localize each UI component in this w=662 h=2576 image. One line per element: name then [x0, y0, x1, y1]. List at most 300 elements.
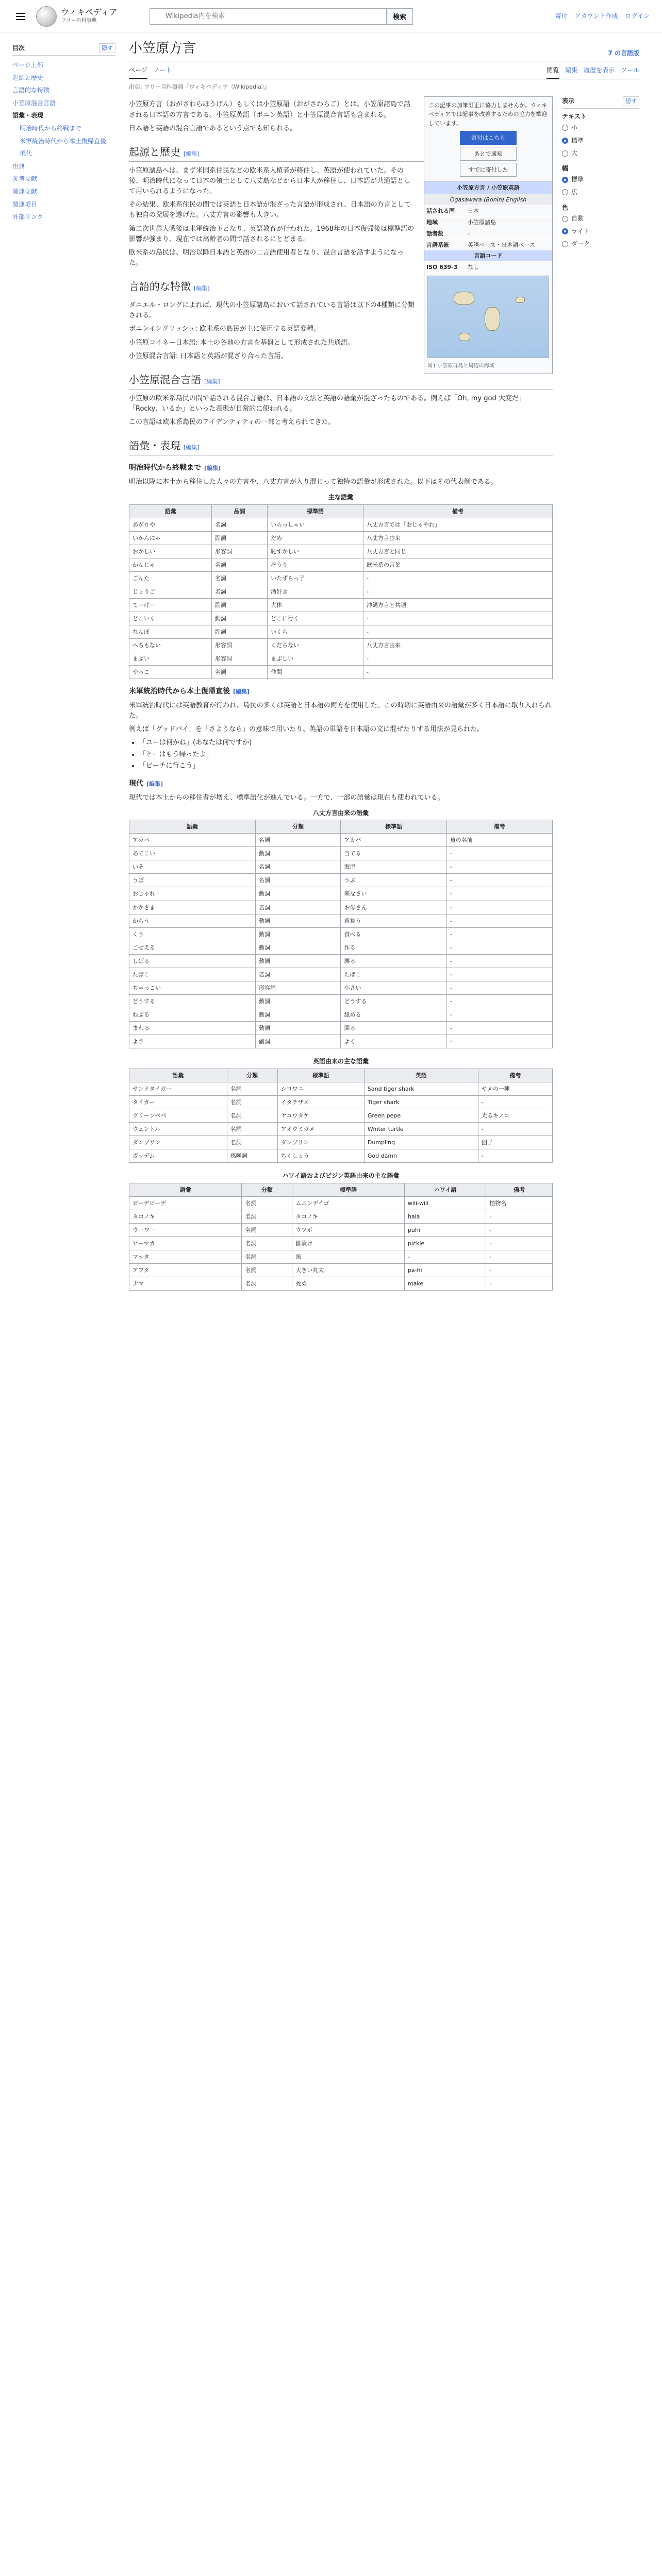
tab-page[interactable]: ページ [129, 62, 147, 79]
table-cell: 名詞 [242, 1263, 292, 1277]
table-cell: 八丈方言では「おじゃやれ」 [363, 518, 552, 531]
table-cell: hala [404, 1210, 486, 1223]
table-cell: pickle [404, 1236, 486, 1250]
infobox-row [424, 261, 552, 273]
infobox-subtitle: Ogasawara (Bonin) English [424, 194, 552, 205]
table-cell: 副詞 [211, 531, 267, 545]
table-cell: かんじゃ [129, 558, 212, 571]
intro-paragraph: 小笠原方言（おがさわらほうげん）もしくは小笠原語（おがさわらご）とは、小笠原諸島で話される日本語の方言である。小笠原英語（ボニン英語）と小笠原混合言語も含まれる。 [129, 100, 411, 119]
table-row [129, 1095, 553, 1109]
toc-item[interactable]: 関連文献 [12, 188, 38, 195]
table-cell: ナマ [129, 1277, 242, 1290]
table-row [129, 1250, 553, 1263]
site-subtitle: フリー百科事典 [61, 18, 97, 24]
main-menu-button[interactable] [12, 8, 29, 25]
tab-read[interactable]: 閲覧 [547, 62, 559, 79]
table-cell: マッタ [129, 1250, 242, 1263]
toc-item[interactable]: 出典 [12, 162, 25, 170]
list-item: • 「ビーチに行こう」 [139, 761, 553, 771]
table-cell: 形容詞 [211, 545, 267, 558]
table-cell: くう [129, 927, 256, 941]
table-cell: 動詞 [255, 941, 341, 954]
table-cell: うぶ [341, 874, 446, 887]
table-cell: ちゃっこい [129, 981, 256, 994]
table-cell: 名詞 [227, 1136, 277, 1149]
site-title: ウィキペディア [61, 7, 118, 18]
table-header: 語彙 [129, 1069, 227, 1082]
edit-link[interactable]: [編集] [184, 150, 200, 157]
table-cell: - [486, 1236, 553, 1250]
table-cell: 名詞 [242, 1223, 292, 1236]
table-cell: 名詞 [211, 558, 267, 571]
table-cell: 動詞 [255, 887, 341, 901]
table-cell: 名詞 [211, 571, 267, 585]
table-cell: 動詞 [255, 994, 341, 1008]
table-row [129, 1122, 553, 1136]
table-cell: - [486, 1263, 553, 1277]
notice-already-button[interactable]: すでに寄付した [460, 163, 517, 177]
color-label: 色 [562, 204, 569, 211]
table-cell: 魚の名前 [446, 834, 552, 847]
table-cell: 八丈方言由来 [363, 639, 552, 652]
table-cell: 副詞 [211, 599, 267, 612]
table-cell: 名詞 [211, 585, 267, 598]
article-body [129, 96, 553, 1296]
table-header: 語彙 [129, 504, 212, 518]
table-header: 語彙 [129, 820, 256, 834]
infobox-key: 言語系統 [426, 241, 449, 248]
table-cell: いくら [268, 625, 363, 639]
table-cell: アカバ [129, 834, 256, 847]
vocab-table [129, 490, 553, 679]
infobox-key: 地域 [426, 218, 438, 226]
list-item: • 「ヒーはもう帰ったよ」 [139, 750, 553, 760]
table-cell: うぼ [129, 874, 256, 887]
table-cell: ウツボ [292, 1223, 405, 1236]
table-row [129, 1021, 553, 1035]
table-cell: ムニンデイゴ [292, 1196, 405, 1210]
table-cell: アフタ [129, 1263, 242, 1277]
table-row [129, 612, 553, 625]
table-row [129, 994, 553, 1008]
page-source-line: 出典: フリー百科事典『ウィキペディア（Wikipedia）』 [129, 83, 270, 91]
table-row [129, 1196, 553, 1210]
toc-item[interactable]: 起源と歴史 [12, 74, 44, 81]
table-cell: 名詞 [242, 1210, 292, 1223]
subsection-heading: 米軍統治時代から本土復帰直後 [編集] [129, 687, 250, 696]
edit-link[interactable]: [編集] [233, 688, 250, 696]
toc-item[interactable]: 小笠原混合言語 [12, 99, 56, 107]
table-row [129, 847, 553, 860]
table-cell: まぶい [129, 652, 212, 666]
edit-link[interactable]: [編集] [204, 465, 221, 472]
table-header: ハワイ語 [404, 1183, 486, 1196]
table-cell: なんぼ [129, 625, 212, 639]
table-header: 語彙 [129, 1183, 242, 1196]
section-heading: 語彙・表現 [編集] [129, 438, 553, 455]
table-cell: 酢漬け [292, 1236, 405, 1250]
notice-donate-button[interactable]: 寄付はこちら [460, 131, 517, 145]
table-cell: God damn [364, 1149, 478, 1162]
table-cell: よう [129, 1035, 256, 1048]
table-cell: 名詞 [211, 518, 267, 531]
table-cell: 来なさい [341, 887, 446, 901]
intro-paragraph: 日本語と英語の混合言語であるという点でも知られる。 [129, 124, 297, 132]
appearance-hide-button[interactable]: 隠す [623, 96, 639, 106]
table-cell: 名詞 [255, 968, 341, 981]
table-cell: 名詞 [242, 1277, 292, 1290]
paragraph: 小笠原混合言語: 日本語と英語が混ざり合った言語。 [129, 352, 288, 360]
paragraph: 欧米系の島民は、明治以降日本語と英語の二言語使用者となり、混合言語を話すようになった。 [129, 248, 404, 267]
paragraph: ダニエル・ロングによれば、現代の小笠原諸島において話されている言語は以下の4種類に分類される。 [129, 301, 415, 320]
table-cell: Tiger shark [364, 1095, 478, 1109]
header [0, 0, 662, 33]
toc-hide-button[interactable]: 隠す [99, 43, 115, 53]
table-row [129, 1223, 553, 1236]
table-row [129, 968, 553, 981]
table-cell: シロワニ [277, 1082, 364, 1095]
table-row [129, 639, 553, 652]
table-cell: どこいく [129, 612, 212, 625]
color-light[interactable]: ライト [562, 225, 639, 238]
table-cell: 名詞 [255, 874, 341, 887]
paragraph: 第二次世界大戦後は米軍統治下となり、英語教育が行われた。1968年の日本復帰後は標準語の影響が強まり、現在では高齢者の間で話されるにとどまる。 [129, 225, 415, 243]
table-row [129, 652, 553, 666]
infobox-code-title: 言語コード [424, 250, 552, 261]
table-header: 備考 [446, 820, 552, 834]
table-cell: 名詞 [242, 1250, 292, 1263]
table-cell: - [446, 981, 552, 994]
table-cell: イタチザメ [277, 1095, 364, 1109]
infobox-key: 話者数 [426, 230, 443, 237]
table-header: 英語 [364, 1069, 478, 1082]
language-button[interactable]: 7 の言語版 [608, 49, 639, 57]
table-cell: あてこい [129, 847, 256, 860]
table-cell: 感嘆詞 [227, 1149, 277, 1162]
table-caption: ハワイ語およびピジン英語由来の主な語彙 [282, 1172, 400, 1179]
table-cell: どうする [341, 994, 446, 1008]
table-cell: Sand tiger shark [364, 1082, 478, 1095]
infobox-value: 日本 [468, 207, 479, 214]
table-cell: - [446, 1008, 552, 1021]
table-row [129, 887, 553, 901]
text-size-standard[interactable]: 標準 [562, 134, 639, 147]
width-standard[interactable]: 標準 [562, 173, 639, 186]
edit-link[interactable]: [編集] [146, 780, 163, 787]
table-row [129, 1210, 553, 1223]
table-row [129, 1149, 553, 1162]
table-cell: てーげー [129, 599, 212, 612]
search-button[interactable]: 検索 [387, 8, 413, 25]
table-cell: 名詞 [242, 1196, 292, 1210]
table-cell: 小さい [341, 981, 446, 994]
table-cell: へちもない [129, 639, 212, 652]
table-caption: 八丈方言由来の語彙 [312, 809, 369, 817]
table-cell: 形容詞 [211, 639, 267, 652]
infobox [424, 96, 553, 374]
create-account-link[interactable]: アカウント作成 [574, 12, 618, 20]
table-cell: アオウミガメ [277, 1122, 364, 1136]
edit-link[interactable]: [編集] [194, 285, 210, 292]
table-cell: pa-hi [404, 1263, 486, 1277]
tab-history[interactable]: 履歴を表示 [584, 66, 615, 74]
width-wide[interactable]: 広 [562, 186, 639, 199]
table-header: 分類 [255, 820, 341, 834]
table-cell: - [446, 954, 552, 968]
table-cell: どこに行く [268, 612, 363, 625]
table-cell: 植物名 [486, 1196, 553, 1210]
table-cell: - [478, 1149, 552, 1162]
toc-sidebar [12, 33, 115, 1297]
table-cell: タコノキ [129, 1210, 242, 1223]
table-cell: 名詞 [255, 834, 341, 847]
table-cell: 沖縄方言と共通 [363, 599, 552, 612]
table-caption: 英語由来の主な語彙 [312, 1058, 369, 1065]
infobox-value: 英語ベース・日本語ベース [468, 241, 535, 248]
paragraph: その結果、欧米系住民の間では英語と日本語が混ざった言語が形成され、日本語の方言としても独自の発展を遂げた。八丈方言の影響も大きい。 [129, 201, 411, 219]
search-input[interactable] [150, 8, 387, 25]
table-cell: - [446, 1035, 552, 1048]
table-cell: - [363, 625, 552, 639]
globe-icon [36, 6, 57, 27]
table-cell: 形容詞 [211, 652, 267, 666]
width-label: 幅 [562, 164, 569, 172]
section-heading: 起源と歴史 [編集] [129, 144, 553, 162]
table-header: 備考 [486, 1183, 553, 1196]
table-cell: wili-wili [404, 1196, 486, 1210]
table-header: 備考 [478, 1069, 552, 1082]
toc-item[interactable]: 現代 [20, 150, 32, 158]
table-cell: まわる [129, 1021, 256, 1035]
toc-title: 目次 [12, 44, 25, 52]
table-cell: - [446, 901, 552, 914]
edit-link[interactable]: [編集] [204, 378, 220, 385]
infobox-row [424, 228, 552, 239]
table-caption: 主な語彙 [328, 494, 353, 501]
toc-item[interactable]: 外部リンク [12, 213, 43, 221]
table-row [129, 1263, 553, 1277]
table-header: 分類 [227, 1069, 277, 1082]
infobox-row [424, 216, 552, 228]
table-cell: Dumpling [364, 1136, 478, 1149]
table-cell: 酒好き [268, 585, 363, 598]
table-cell: ピーマカ [129, 1236, 242, 1250]
table-row [129, 518, 553, 531]
table-cell: ウーワー [129, 1223, 242, 1236]
table-cell: ダンブリン [277, 1136, 364, 1149]
example-list [139, 738, 553, 771]
table-row [129, 666, 553, 679]
table-cell: - [446, 994, 552, 1008]
table-cell: 動詞 [255, 954, 341, 968]
user-links [555, 11, 650, 21]
table-row [129, 625, 553, 639]
infobox-key: ISO 639-3 [426, 264, 458, 271]
table-cell: 大体 [268, 599, 363, 612]
table-cell: 名詞 [227, 1109, 277, 1122]
table-cell: 動詞 [255, 914, 341, 927]
table-cell: - [446, 847, 552, 860]
toc-list [12, 59, 115, 224]
table-row [129, 558, 553, 571]
table-cell: 動詞 [255, 847, 341, 860]
table-cell: サンドタイガー [129, 1082, 227, 1095]
notice-later-button[interactable]: あとで通知 [460, 147, 517, 161]
table-cell: おじゃれ [129, 887, 256, 901]
table-cell: - [478, 1122, 552, 1136]
table-row [129, 914, 553, 927]
table-cell: - [446, 927, 552, 941]
table-header: 標準語 [277, 1069, 364, 1082]
paragraph: 例えば「グッドバイ」を「さようなら」の意味で用いたり、英語の単語を日本語の文に混ぜたりする用法が見られた。 [129, 725, 484, 734]
table-cell: まぶしい [268, 652, 363, 666]
infobox-caption: 図1 小笠原群島と周辺の海域 [427, 363, 494, 369]
table-cell: じょうご [129, 585, 212, 598]
list-item: • 「ユーは何かね」(あなたは何ですか) [139, 738, 553, 748]
table-row [129, 1109, 553, 1122]
table-cell: 光るキノコ [478, 1109, 552, 1122]
table-cell: 海岸 [341, 860, 446, 874]
table-cell: 名詞 [227, 1082, 277, 1095]
login-link[interactable]: ログイン [625, 12, 650, 20]
table-row [129, 941, 553, 954]
table-cell: たばこ [129, 968, 256, 981]
table-row [129, 1035, 553, 1048]
table-cell: 名詞 [211, 666, 267, 679]
table-cell: あがりや [129, 518, 212, 531]
table-row [129, 1236, 553, 1250]
table-cell: くだらない [268, 639, 363, 652]
hawaiian-vocab-table [129, 1169, 553, 1291]
table-cell: Winter turtle [364, 1122, 478, 1136]
table-cell: いたずらっ子 [268, 571, 363, 585]
table-cell: 名詞 [242, 1236, 292, 1250]
donation-notice [424, 97, 552, 181]
infobox-value: - [468, 230, 470, 237]
paragraph: 小笠原諸島へは、まず米国系住民などの欧米系入植者が移住し、英語が使われていた。その後、明治時代になって日本の領土として八丈島などから日本人が移住し、日本語が共通語として用いられるようになった。 [129, 166, 411, 196]
toc-item[interactable]: 関連項目 [12, 200, 38, 208]
table-cell: 仲間 [268, 666, 363, 679]
table-cell: おかしい [129, 545, 212, 558]
toc-item[interactable]: ページ上部 [12, 61, 43, 69]
table-cell: 名詞 [227, 1095, 277, 1109]
paragraph: 明治以降に本土から移住した人々の方言や、八丈方言が入り混じって独特の語彙が形成された。以下はその代表例である。 [129, 478, 498, 486]
section-heading: 小笠原混合言語 [編集] [129, 372, 553, 389]
table-cell: アカバ [341, 834, 446, 847]
ogasawara-map[interactable] [427, 276, 549, 358]
table-cell: - [446, 914, 552, 927]
table-cell: 作る [341, 941, 446, 954]
text-size-label: テキスト [562, 113, 587, 121]
toc-header [12, 43, 115, 56]
table-cell: だめ [268, 531, 363, 545]
tab-tools[interactable]: ツール [621, 66, 639, 74]
table-cell: puhi [404, 1223, 486, 1236]
paragraph: 現代では本土からの移住者が増え、標準語化が進んでいる。一方で、一部の語彙は現在も使われている。 [129, 793, 444, 802]
table-cell: 八丈方言と同じ [363, 545, 552, 558]
table-row [129, 1136, 553, 1149]
donate-link[interactable]: 寄付 [555, 12, 568, 20]
search-form [150, 8, 413, 25]
table-row [129, 860, 553, 874]
table-cell: 団子 [478, 1136, 552, 1149]
table-cell: 当てる [341, 847, 446, 860]
infobox-value: 小笠原諸島 [468, 218, 496, 226]
table-cell: 動詞 [211, 612, 267, 625]
paragraph: ボニンイングリッシュ: 欧米系の島民が主に使用する英語変種。 [129, 325, 320, 333]
table-cell: 欧米系の言葉 [363, 558, 552, 571]
table-row [129, 981, 553, 994]
edit-link[interactable]: [編集] [184, 444, 200, 451]
table-cell: - [446, 941, 552, 954]
table-cell: 動詞 [255, 1021, 341, 1035]
table-cell: 名詞 [255, 860, 341, 874]
text-size-small[interactable]: 小 [562, 122, 639, 134]
toc-item[interactable]: 語彙・表現 [12, 112, 44, 120]
toc-item[interactable]: 言語的な特徴 [12, 87, 50, 94]
table-row [129, 1082, 553, 1095]
appearance-title: 表示 [562, 97, 575, 105]
table-row [129, 545, 553, 558]
tab-talk[interactable]: ノート [153, 66, 172, 74]
wikipedia-logo[interactable] [36, 6, 134, 27]
table-header: 標準語 [292, 1183, 405, 1196]
table-cell: - [446, 1021, 552, 1035]
table-cell: からう [129, 914, 256, 927]
table-row [129, 531, 553, 545]
table-cell: - [404, 1250, 486, 1263]
table-header: 分類 [242, 1183, 292, 1196]
page-title: 小笠原方言 [129, 41, 196, 56]
table-cell: ウェントル [129, 1122, 227, 1136]
table-cell: ぞうり [268, 558, 363, 571]
color-dark[interactable]: ダーク [562, 238, 639, 250]
table-cell: ごせえる [129, 941, 256, 954]
table-cell: いそ [129, 860, 256, 874]
toc-item[interactable]: 明治時代から終戦まで [20, 125, 82, 132]
table-cell: やっこ [129, 666, 212, 679]
table-row [129, 954, 553, 968]
tab-edit[interactable]: 編集 [565, 66, 578, 74]
table-cell: たばこ [341, 968, 446, 981]
notice-text: この記事の加筆訂正に協力しませんか。ウィキペディアでは記事を改善するための協力を歓迎しています。 [428, 102, 548, 127]
table-cell: - [446, 874, 552, 887]
table-cell: かかさま [129, 901, 256, 914]
text-size-large[interactable]: 大 [562, 147, 639, 160]
table-cell: 動詞 [255, 1008, 341, 1021]
table-cell: 動詞 [255, 927, 341, 941]
table-cell: - [486, 1250, 553, 1263]
table-cell: ちくしょう [277, 1149, 364, 1162]
table-cell: - [446, 968, 552, 981]
table-cell: 恥ずかしい [268, 545, 363, 558]
toc-item[interactable]: 参考文献 [12, 175, 38, 183]
table-cell: 背負う [341, 914, 446, 927]
paragraph: 米軍統治時代には英語教育が行われ、島民の多くは英語と日本語の両方を使用した。この時期に英語由来の語彙が多く日本語に取り入れられた。 [129, 701, 552, 720]
table-cell: 形容詞 [255, 981, 341, 994]
table-header: 品詞 [211, 504, 267, 518]
table-row [129, 874, 553, 887]
table-cell: どうする [129, 994, 256, 1008]
table-row [129, 1277, 553, 1290]
color-auto[interactable]: 自動 [562, 212, 639, 225]
table-row [129, 901, 553, 914]
paragraph: 小笠原の欧米系島民の間で話される混合言語は、日本語の文法と英語の語彙が混ざったものである。例えば「Oh, my god 大変だ」「Rocky、いるか」といった表現が日常的に使われる。 [129, 394, 525, 413]
toc-item[interactable]: 米軍統治時代から本土復帰直後 [20, 137, 107, 145]
table-cell: - [363, 571, 552, 585]
table-cell: 食べる [341, 927, 446, 941]
table-cell: ごんた [129, 571, 212, 585]
